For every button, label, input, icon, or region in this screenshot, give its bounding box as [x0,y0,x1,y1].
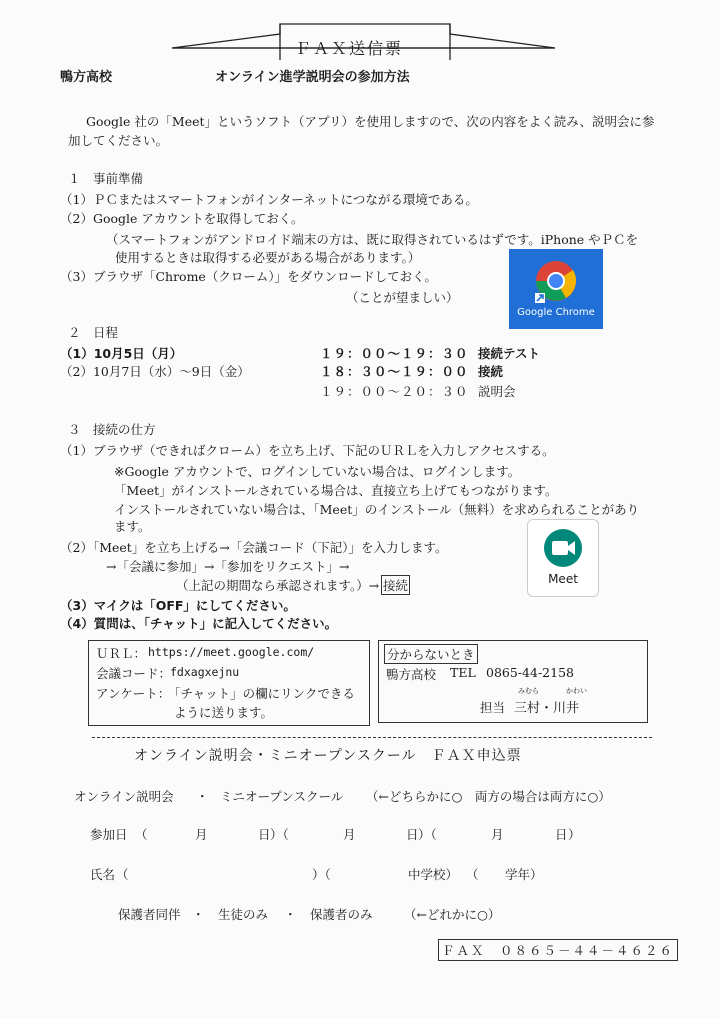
schedule-row1-event: 接続テスト [478,346,541,361]
section1-item1: （1）ＰＣまたはスマートフォンがインターネットにつながる環境である。 [60,192,478,207]
meeting-code-label: 会議コード： [96,666,172,681]
section3-item1-note4: ます。 [114,519,151,534]
contact-school: 鴨方高校 [386,667,437,682]
section3-item4: （4）質問は、「チャット」に記入してください。 [60,616,338,631]
section3-item3: （3）マイクは「OFF」にしてください。 [60,598,296,613]
section3-item1-note3: インストールされていない場合は、「Meet」のインストール（無料）を求められることがあり [114,502,640,517]
date-day-2: 日 [406,827,419,842]
date-month-3: 月 [491,827,504,842]
intro-line-2: 加してください。 [68,133,169,148]
section3-item1: （1）ブラウザ（できればクローム）を立ち上げ、下記のＵＲＬを入力しアクセスする。 [60,443,555,458]
section1-item2: （2）Google アカウントを取得しておく。 [60,211,304,226]
survey-label: アンケート： [96,686,171,701]
schedule-row2-event1: 接続 [478,364,504,379]
date-month-2: 月 [343,827,356,842]
grade-open-paren: （ [466,867,479,882]
attend-separator-2: ・ [284,907,297,922]
junior-high-label: 中学校） [408,867,459,882]
attend-with-parent[interactable]: 保護者同伴 [118,907,181,922]
choice-note: （←どちらかに○ 両方の場合は両方に○） [366,789,611,804]
date-close-paren: ） [568,827,581,842]
meet-icon [528,524,598,574]
cut-line [92,737,652,738]
schedule-row2-event2: 説明会 [478,384,516,399]
section3-item2-connect: 接続 [381,575,410,595]
section1-item2-note2: 使用するときは取得する必要がある場合があります。） [115,250,421,265]
survey-text-2: ように送ります。 [174,705,274,720]
contact-heading: 分からないとき [384,644,478,664]
schedule-row2-label: （2）10月7日（水）～9日（金） [60,364,250,379]
contact-tel-label: TEL [450,665,476,680]
choice-separator-1: ・ [196,789,209,804]
attend-parent-only[interactable]: 保護者のみ [310,907,373,922]
name-open-paren: （ [116,867,129,882]
chrome-label: Google Chrome [517,307,595,318]
date-label: 参加日 [90,827,128,842]
section3-item1-note2: 「Meet」がインストールされている場合は、直接立ち上げてもつながります。 [114,483,558,498]
fax-number: ＦＡＸ ０８６５－４４－４６２６ [438,939,678,961]
attend-student-only[interactable]: 生徒のみ [218,907,269,922]
meeting-code: fdxagxejnu [170,665,240,679]
form-title: オンライン説明会・ミニオープンスクール ＦＡＸ申込票 [134,748,522,764]
intro-line-1: Google 社の「Meet」というソフト（アプリ）を使用しますので、次の内容をよく読み、説明会に参 [86,114,655,129]
section3-item2-flow: →「会議に参加」→「参加をリクエスト」→ [106,559,350,574]
section1-item3-note: （ことが望ましい） [346,290,459,305]
name-label: 氏名 [90,867,116,882]
date-month-1: 月 [195,827,208,842]
section3-item2-approve: （上記の期間なら承認されます。）→ [176,578,380,593]
url-label: ＵＲＬ： [96,646,147,661]
survey-text-1: 「チャット」の欄にリンクできる [168,686,355,701]
choice-online[interactable]: オンライン説明会 [74,789,174,804]
contact-tel: 0865-44-2158 [486,665,574,680]
date-day-3: 日 [555,827,568,842]
meet-url[interactable]: https://meet.google.com/ [148,645,315,659]
date-mid-paren-2: ）（ [418,827,437,842]
section2-heading: ２ 日程 [68,325,119,340]
contact-ruby-2: かわい [566,687,587,695]
section1-item3: （3）ブラウザ「Chrome（クローム）」をダウンロードしておく。 [60,269,437,284]
attend-note: （←どれかに○） [404,907,501,922]
date-mid-paren-1: ）（ [270,827,289,842]
meet-app-icon [527,519,599,597]
name-close-paren: ）（ [312,867,331,882]
section3-heading: ３ 接続の仕方 [68,422,156,437]
date-open-paren-1: （ [135,827,148,842]
fax-title: ＦＡＸ送信票 [295,39,404,58]
schedule-row2-time2: １９：００～２０：３０ [320,384,469,399]
chrome-app-icon [509,249,603,329]
grade-label: 学年） [505,867,543,882]
choice-open-school[interactable]: ミニオープンスクール [220,789,344,804]
section1-heading: １ 事前準備 [68,171,144,186]
section3-item1-note1: ※Google アカウントで、ログインしていない場合は、ログインします。 [114,464,521,479]
schedule-row2-time1: １８：３０～１９：００ [320,364,469,379]
section3-item2: （2）「Meet」を立ち上げる→「会議コード（下記）」を入力します。 [60,540,448,555]
schedule-row1-time: １９：００～１９：３０ [320,346,469,361]
section1-item2-note1: （スマートフォンがアンドロイド端末の方は、既に取得されているはずです。iPhone やＰＣを [106,232,639,247]
date-day-1: 日 [258,827,271,842]
contact-ruby-1: みむら [518,687,539,695]
schedule-row1-label: （1）10月5日（月） [60,346,183,361]
document-title: オンライン進学説明会の参加方法 [215,70,410,85]
contact-staff-label: 担当 [480,700,506,715]
meet-label: Meet [548,572,578,586]
attend-separator-1: ・ [192,907,205,922]
contact-staff: 三村・川井 [514,701,580,716]
school-name: 鴨方高校 [60,70,113,85]
